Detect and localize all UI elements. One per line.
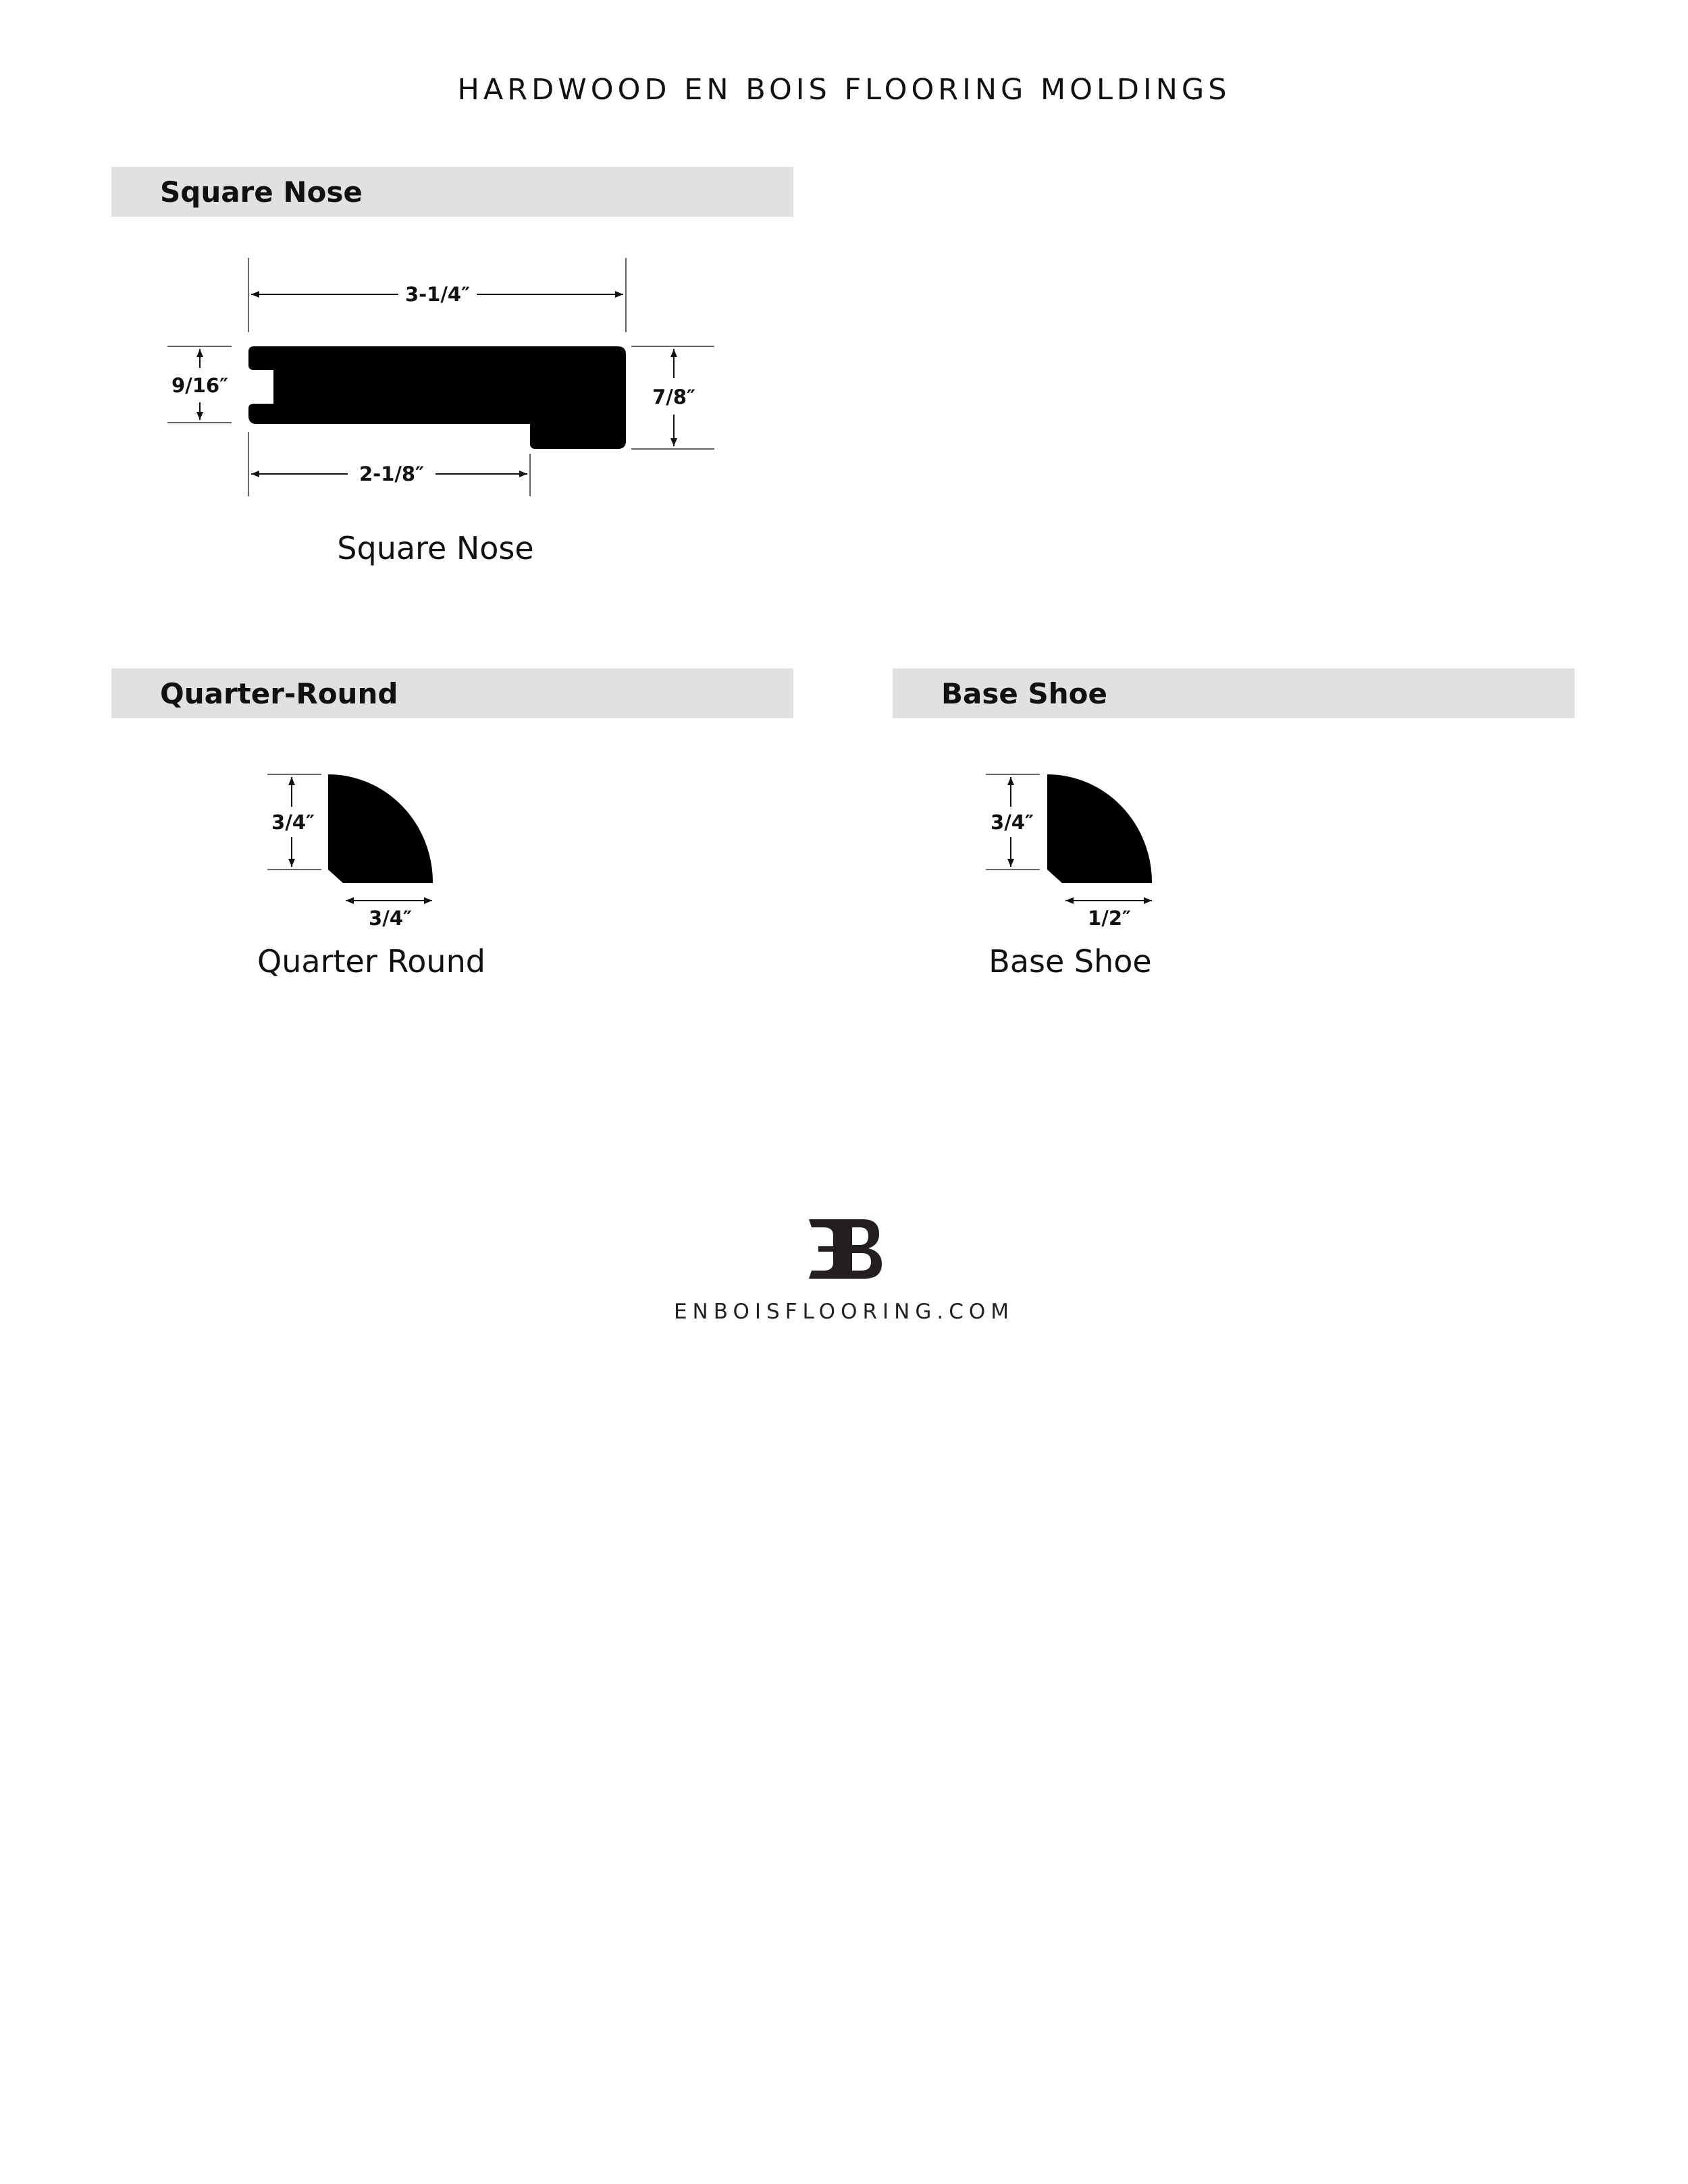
section-header-label: Square Nose: [160, 175, 363, 209]
website-url[interactable]: ENBOISFLOORING.COM: [673, 1300, 1015, 1324]
base-shoe-height: 3/4″: [991, 811, 1034, 834]
base-shoe-drawing: [979, 766, 1168, 935]
square-nose-caption: Square Nose: [337, 530, 534, 566]
page-title: HARDWOOD EN BOIS FLOORING MOLDINGS: [457, 73, 1231, 107]
quarter-round-width: 3/4″: [369, 907, 412, 930]
section-header-quarter-round: [111, 668, 793, 718]
quarter-round-profile: [328, 774, 433, 883]
dim-right-height: 7/8″: [652, 385, 695, 408]
eb-logo-icon: [803, 1215, 885, 1283]
quarter-round-drawing: [260, 766, 449, 935]
base-shoe-profile: [1047, 774, 1152, 883]
section-header-label: Base Shoe: [941, 676, 1107, 710]
quarter-round-caption: Quarter Round: [257, 943, 485, 980]
section-header-label: Quarter-Round: [160, 676, 398, 710]
dim-bottom-width: 2-1/8″: [359, 462, 425, 485]
dim-top-width: 3-1/4″: [404, 283, 471, 306]
brand-logo: [0, 1215, 1688, 1286]
dim-left-height: 9/16″: [171, 374, 229, 397]
square-nose-profile: [248, 346, 626, 449]
section-header-square-nose: [111, 167, 793, 217]
base-shoe-width: 1/2″: [1088, 907, 1131, 930]
quarter-round-height: 3/4″: [271, 811, 315, 834]
section-header-base-shoe: [893, 668, 1575, 718]
square-nose-drawing: [155, 250, 736, 506]
base-shoe-caption: Base Shoe: [988, 943, 1152, 980]
